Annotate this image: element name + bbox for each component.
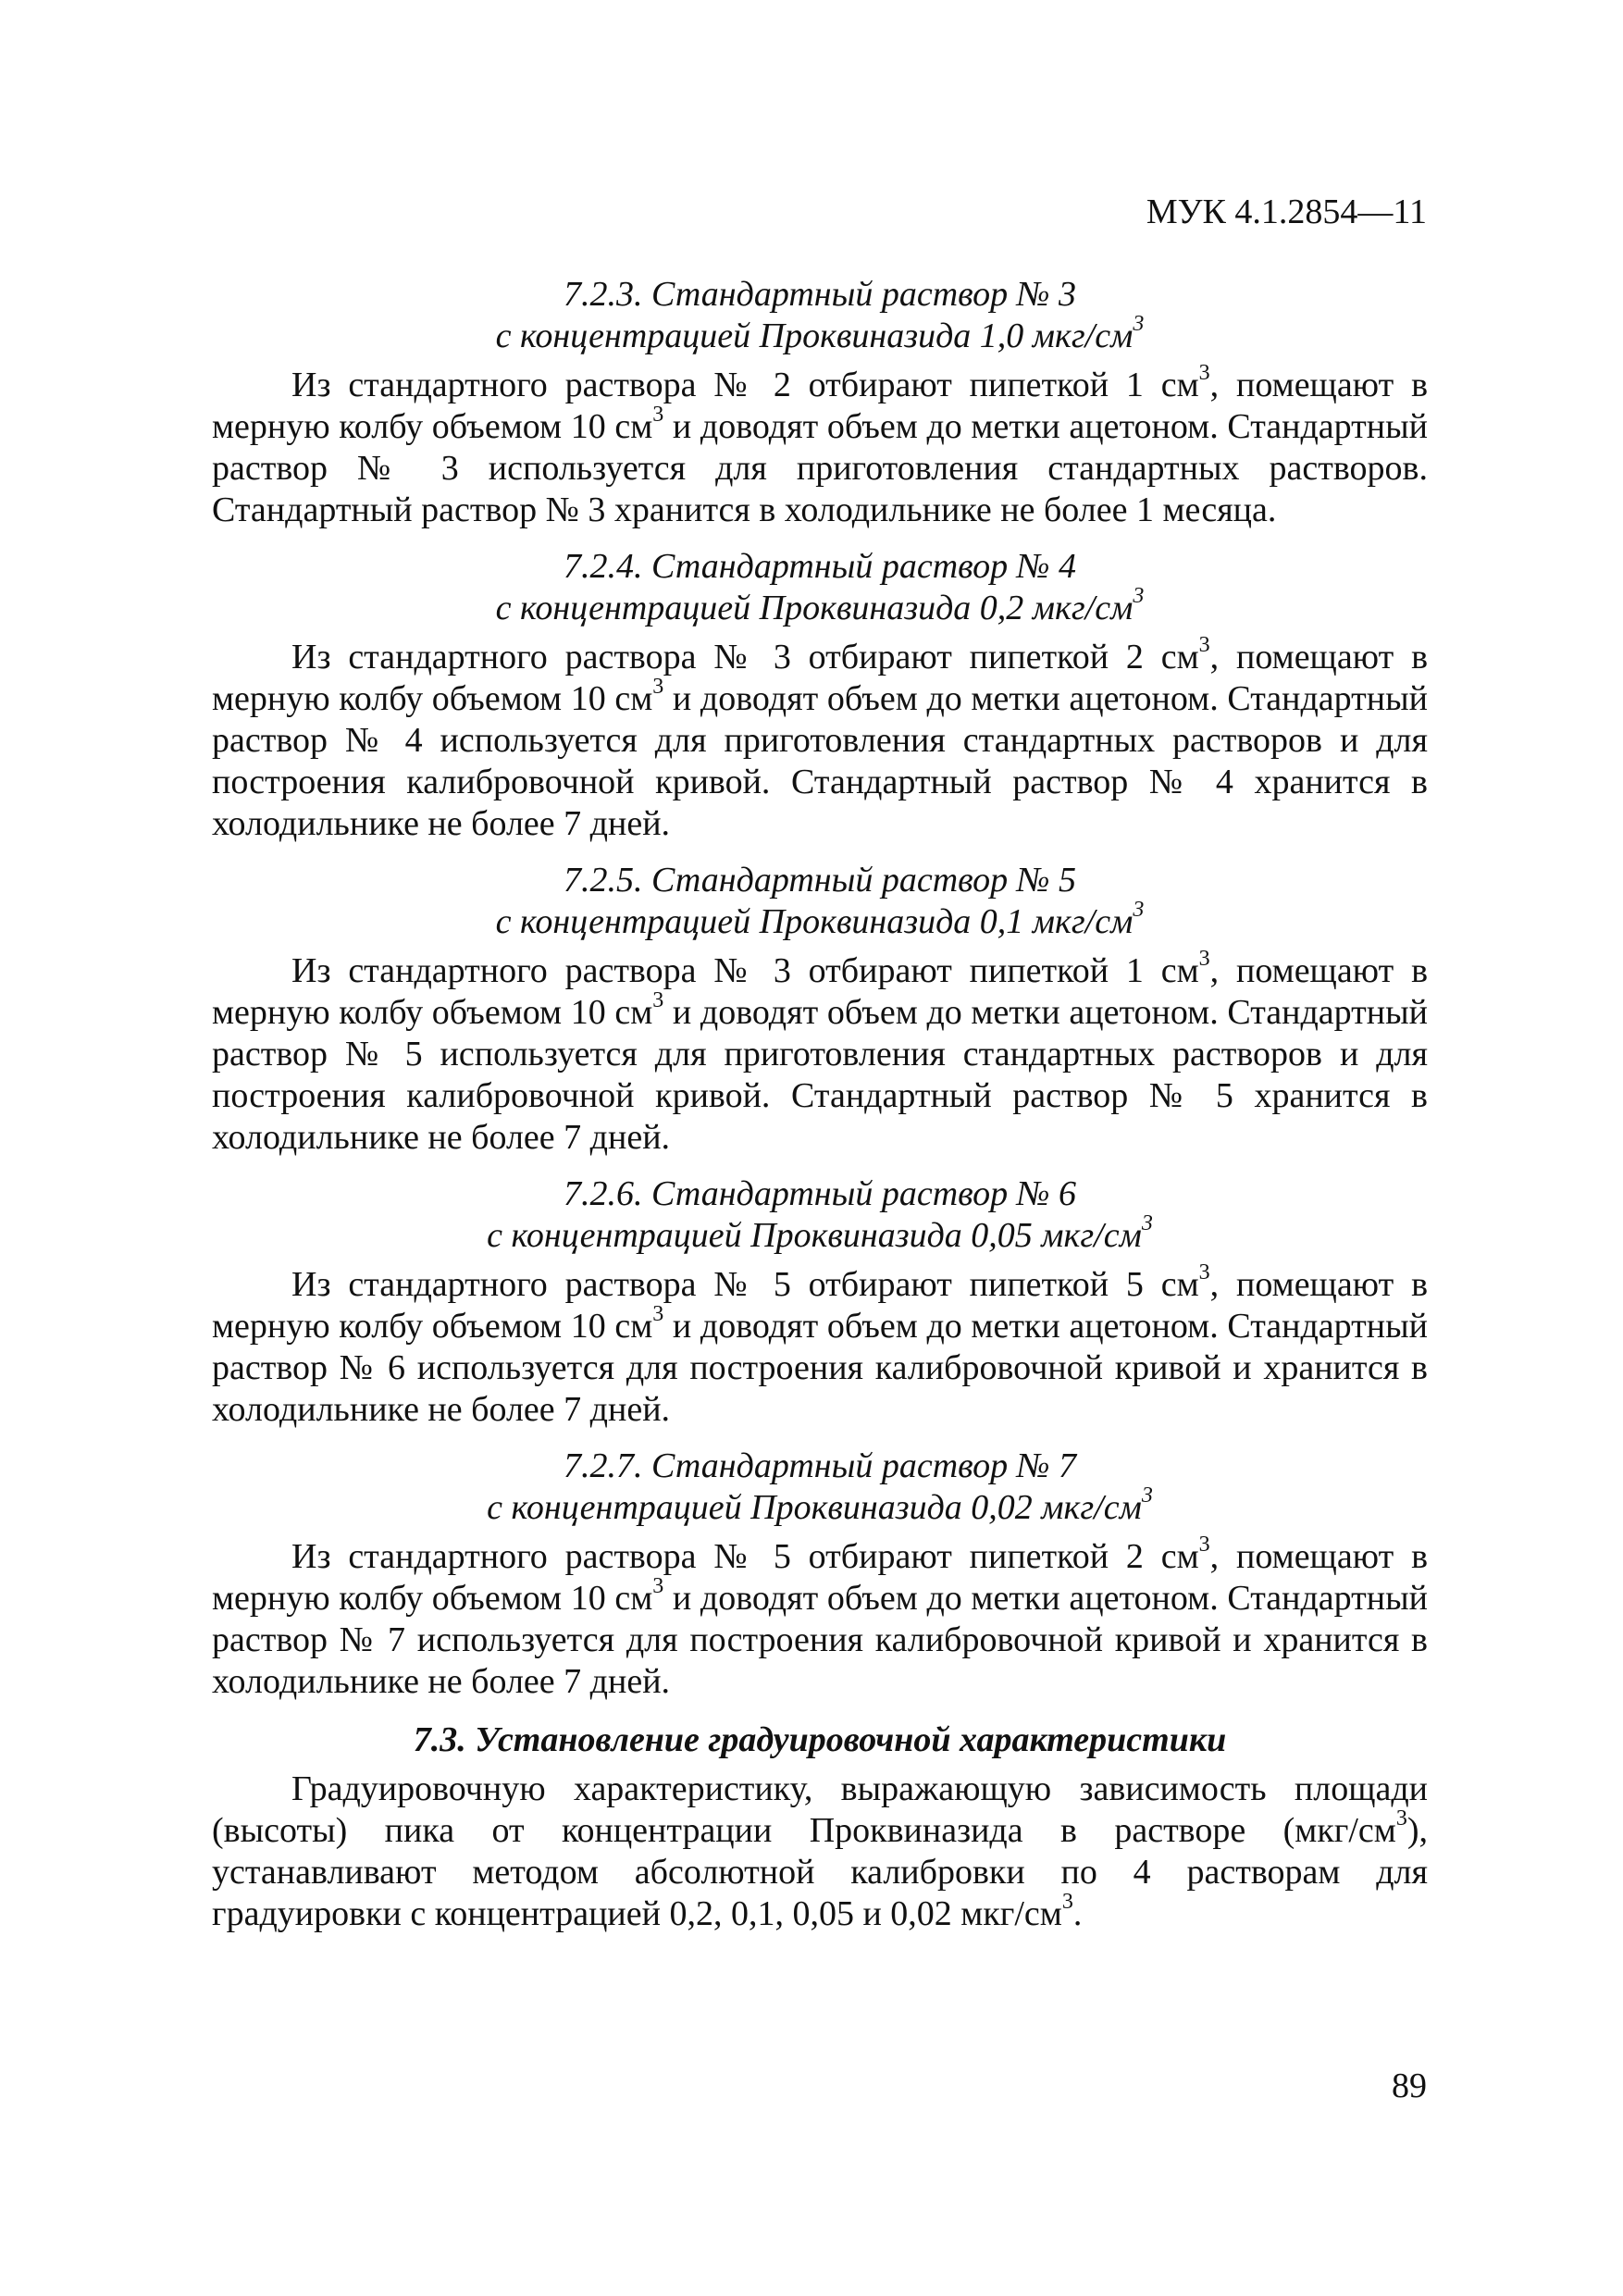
- subsection-title: 7.2.7. Стандартный раствор № 7: [563, 1446, 1077, 1485]
- concentration-text: с концентрацией Проквиназида 0,05 мкг/см: [487, 1216, 1142, 1255]
- superscript: 3: [652, 675, 664, 700]
- concentration-text: с концентрацией Проквиназида 0,2 мкг/см: [495, 589, 1134, 627]
- superscript: 3: [1395, 1806, 1407, 1831]
- superscript: 3: [652, 403, 664, 428]
- paragraph-text: Стандартный раствор № 4 используется для приготовления стандартных растворов и для построения калибровочной кривой. Стандартный раствор № 4 хранится в холодильнике не более 7 дней.: [212, 679, 1428, 843]
- paragraph-text: в мерную колбу объемом 10 см: [212, 638, 1429, 718]
- concentration-text: с концентрацией Проквиназида 1,0 мкг/см: [495, 316, 1134, 355]
- subsection-heading-7-2-4: [212, 546, 1428, 629]
- superscript: 3: [652, 1302, 664, 1327]
- subsection-concentration: [212, 312, 1428, 357]
- paragraph-text: Из стандартного раствора № 3 отбирают пипеткой 1 см: [291, 951, 1199, 990]
- paragraph-text: Из стандартного раствора № 3 отбирают пипеткой 2 см: [291, 638, 1199, 676]
- paragraph-text: Стандартный раствор № 5 используется для приготовления стандартных растворов и для построения калибровочной кривой. Стандартный раствор № 5 хранится в холодильнике не более 7 дней.: [212, 993, 1428, 1157]
- paragraph-text: , помещают: [1209, 951, 1394, 990]
- subsection-title: 7.2.3. Стандартный раствор № 3: [563, 275, 1077, 314]
- paragraph-text: и доводят объем до метки ацетоном.: [663, 1579, 1219, 1618]
- subsection-heading-7-2-7: [212, 1446, 1428, 1529]
- page-number: 89: [1392, 2066, 1427, 2105]
- paragraph-text: в мерную колбу объемом 10 см: [212, 366, 1429, 446]
- page-content: [212, 274, 1428, 1935]
- paragraph-text: Из стандартного раствора № 5 отбирают пипеткой 5 см: [291, 1265, 1199, 1304]
- paragraph-text: , помещают: [1209, 1265, 1394, 1304]
- paragraph-text: Стандартный раствор № 3 используется для приготовления стандартных растворов. Стандартный раствор № 3 хранится в холодильнике не более 1 месяца.: [212, 407, 1428, 529]
- superscript: 3: [1198, 1260, 1210, 1285]
- concentration-text: с концентрацией Проквиназида 0,1 мкг/см: [495, 902, 1134, 941]
- paragraph-text: , помещают: [1209, 1537, 1394, 1576]
- document-code: МУК 4.1.2854—11: [1146, 192, 1427, 231]
- paragraph-text: Градуировочную характеристику, выражающую зависимость площади (высоты) пика от концентрации Проквиназида в растворе (мкг/см: [212, 1769, 1428, 1850]
- paragraph-text: ), устанавливают методом абсолютной калибровки по 4 растворам для градуировки с концентрацией 0,2, 0,1, 0,05 и 0,02 мкг/см: [212, 1811, 1428, 1933]
- paragraph-text: , помещают: [1209, 366, 1394, 404]
- superscript: 3: [1198, 361, 1210, 386]
- subsection-concentration: [212, 1483, 1428, 1529]
- superscript: 3: [1141, 1211, 1153, 1236]
- paragraph-text: в мерную колбу объемом 10 см: [212, 1537, 1429, 1618]
- superscript: 3: [1198, 633, 1210, 658]
- subsection-heading-7-2-3: [212, 274, 1428, 357]
- superscript: 3: [1133, 312, 1145, 337]
- concentration-text: с концентрацией Проквиназида 0,02 мкг/см: [487, 1488, 1142, 1527]
- paragraph-text: и доводят объем до метки ацетоном.: [663, 993, 1219, 1032]
- subsection-heading-7-2-6: [212, 1173, 1428, 1257]
- paragraph-7-2-5: [212, 947, 1429, 1159]
- superscript: 3: [1133, 584, 1145, 609]
- superscript: 3: [652, 988, 664, 1013]
- paragraph-text: , помещают: [1209, 638, 1394, 676]
- subsection-heading-7-2-5: [212, 860, 1428, 943]
- subsection-title: 7.2.4. Стандартный раствор № 4: [563, 547, 1077, 586]
- subsection-title: 7.2.5. Стандартный раствор № 5: [563, 861, 1077, 900]
- subsection-concentration: [212, 584, 1428, 629]
- subsection-title: 7.2.6. Стандартный раствор № 6: [563, 1174, 1077, 1213]
- paragraph-text: и доводят объем до метки ацетоном.: [663, 1307, 1219, 1346]
- section-heading-7-3: 7.3. Установление градуировочной характеристики: [413, 1720, 1227, 1759]
- paragraph-text: и доводят объем до метки ацетоном.: [663, 407, 1219, 446]
- superscript: 3: [652, 1574, 664, 1599]
- subsection-concentration: [212, 898, 1428, 943]
- paragraph-text: в мерную колбу объемом 10 см: [212, 951, 1429, 1032]
- superscript: 3: [1198, 1533, 1210, 1558]
- superscript: 3: [1198, 947, 1210, 972]
- paragraph-7-2-4: [212, 633, 1429, 845]
- paragraph-text: Из стандартного раствора № 5 отбирают пипеткой 2 см: [291, 1537, 1199, 1576]
- paragraph-text: Из стандартного раствора № 2 отбирают пипеткой 1 см: [291, 366, 1199, 404]
- paragraph-text: Стандартный раствор № 6 используется для построения калибровочной кривой и хранится в холодильнике не более 7 дней.: [212, 1307, 1428, 1429]
- superscript: 3: [1133, 898, 1145, 923]
- paragraph-7-3: [212, 1769, 1428, 1935]
- paragraph-7-2-6: [212, 1260, 1429, 1431]
- paragraph-text: .: [1072, 1894, 1083, 1933]
- paragraph-text: Стандартный раствор № 7 используется для построения калибровочной кривой и хранится в холодильнике не более 7 дней.: [212, 1579, 1428, 1701]
- paragraph-text: и доводят объем до метки ацетоном.: [663, 679, 1219, 718]
- superscript: 3: [1061, 1890, 1073, 1915]
- superscript: 3: [1141, 1483, 1153, 1508]
- paragraph-text: в мерную колбу объемом 10 см: [212, 1265, 1429, 1346]
- paragraph-7-2-7: [212, 1533, 1429, 1703]
- paragraph-7-2-3: [212, 361, 1429, 531]
- subsection-concentration: [212, 1211, 1428, 1257]
